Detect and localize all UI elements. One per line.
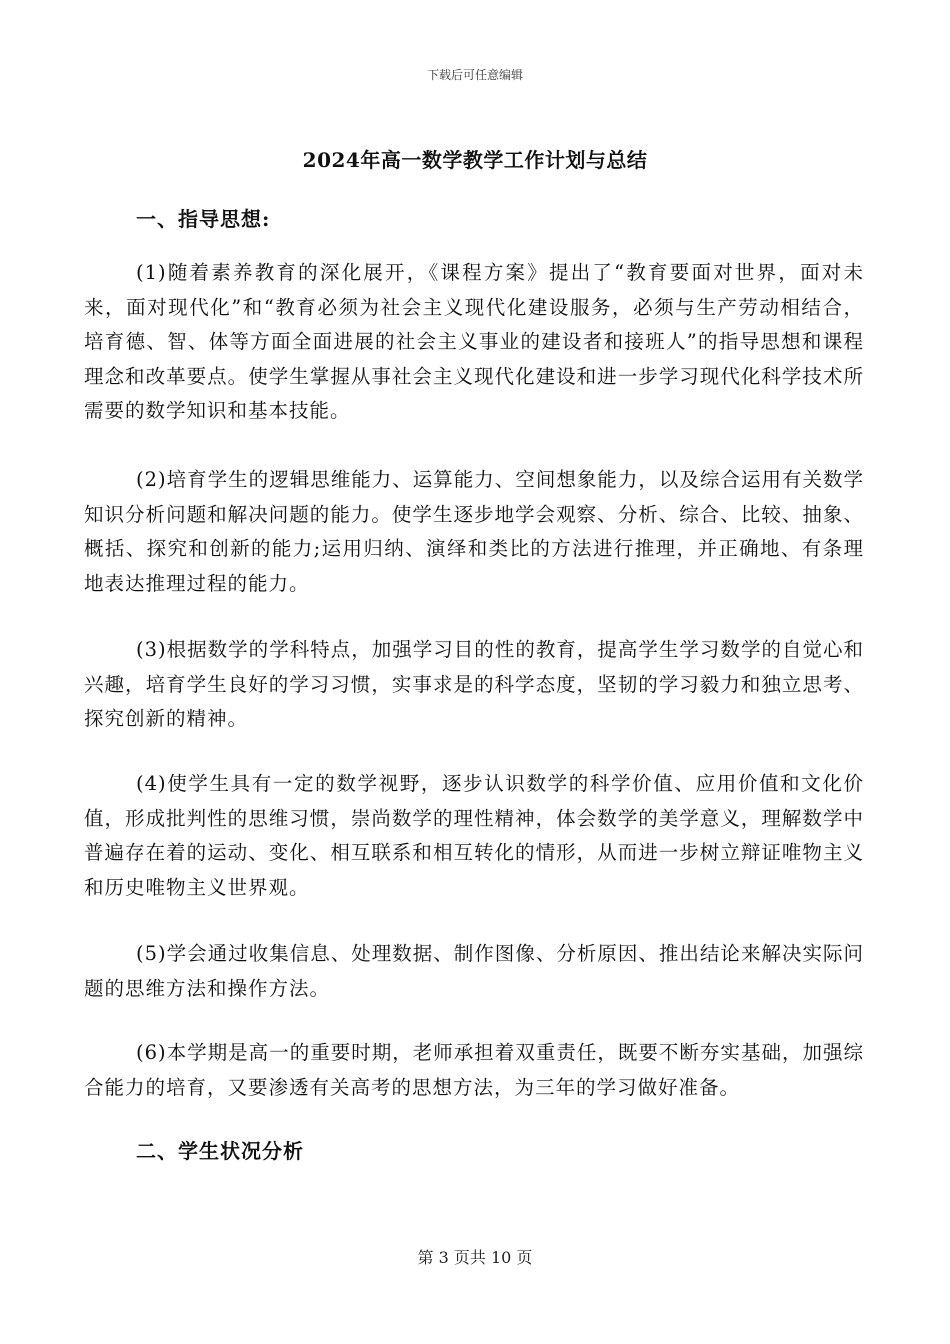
paragraph-2: (2)培育学生的逻辑思维能力、运算能力、空间想象能力，以及综合运用有关数学知识分析问题和解决问题的能力。使学生逐步地学会观察、分析、综合、比较、抽象、概括、探究和创新的能力;运用归纳、演绎和类比的方法进行推理，并正确地、有条理地表达推理过程的能力。 bbox=[84, 468, 864, 595]
section-heading-student-analysis: 二、学生状况分析 bbox=[136, 1139, 304, 1163]
paragraph-4: (4)使学生具有一定的数学视野，逐步认识数学的科学价值、应用价值和文化价值，形成批判性的思维习惯，崇尚数学的理性精神，体会数学的美学意义，理解数学中普遍存在着的运动、变化、相互联系和相互转化的情形，从而进一步树立辩证唯物主义和历史唯物主义世界观。 bbox=[84, 772, 864, 899]
section-heading-guiding-ideology: 一、指导思想: bbox=[136, 207, 271, 231]
paragraph-1: (1)随着素养教育的深化展开，《课程方案》提出了“教育要面对世界，面对未来，面对现代化”和“教育必须为社会主义现代化建设服务，必须与生产劳动相结合，培育德、智、体等方面全面进展的社会主义事业的建设者和接班人”的指导思想和课程理念和改革要点。使学生掌握从事社会主义现代化建设和进一步学习现代化科学技术所需要的数学知识和基本技能。 bbox=[84, 261, 864, 422]
page-number-footer: 第 3 页共 10 页 bbox=[417, 1248, 533, 1267]
paragraph-3: (3)根据数学的学科特点，加强学习目的性的教育，提高学生学习数学的自觉心和兴趣，培育学生良好的学习习惯，实事求是的科学态度，坚韧的学习毅力和独立思考、探究创新的精神。 bbox=[84, 638, 864, 730]
page-header-note: 下载后可任意编辑 bbox=[426, 68, 523, 82]
paragraph-6: (6)本学期是高一的重要时期，老师承担着双重责任，既要不断夯实基础，加强综合能力的培育，又要渗透有关高考的思想方法，为三年的学习做好准备。 bbox=[84, 1041, 864, 1099]
paragraph-5: (5)学会通过收集信息、处理数据、制作图像、分析原因、推出结论来解决实际问题的思维方法和操作方法。 bbox=[84, 942, 864, 1000]
document-title: 2024年高一数学教学工作计划与总结 bbox=[302, 148, 648, 172]
